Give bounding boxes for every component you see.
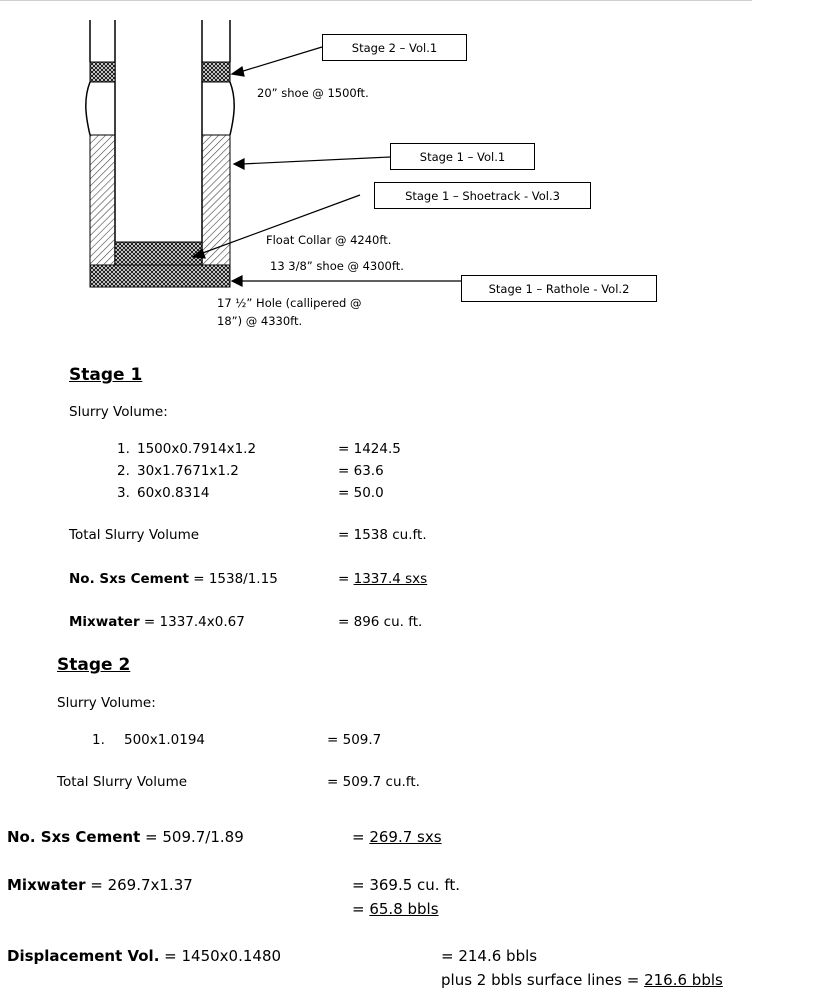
stage1-mix-expr: = 1337.4x0.67 [139,614,245,630]
stage2-mix-value2-eq: = [352,900,370,918]
outer-casing-left [86,20,90,135]
stage1-sxs-result [338,571,427,587]
arrowhead-stage1-vol1 [234,159,244,169]
stage2-slurry-label: Slurry Volume: [57,695,156,711]
annotation-1338-shoe: 13 3/8” shoe @ 4300ft. [270,259,404,273]
stage2-mix-value2-line [352,900,439,918]
stage2-item-expr: 500x1.0194 [124,732,205,748]
label-stage1-vol1: Stage 1 – Vol.1 [390,143,535,170]
stage1-mix-line [69,614,245,630]
annotation-20-shoe: 20” shoe @ 1500ft. [257,86,369,100]
stage2-mix-value2: 65.8 bbls [369,900,439,918]
stage2-mix-value1: = 369.5 cu. ft. [352,876,461,894]
stage1-heading: Stage 1 [69,365,143,385]
stage2-disp-total: 216.6 bbls [644,971,723,989]
stage2-sxs-result [352,828,442,846]
stage1-item-num: 3. [117,485,130,501]
arrowhead-stage2 [232,67,244,76]
stage2-total-label: Total Slurry Volume [57,774,188,790]
stage1-mix-value: = 896 cu. ft. [338,614,423,630]
arrow-stage2 [240,47,322,72]
stage2-sxs-eq: = [352,828,370,846]
stage2-total-value: = 509.7 cu.ft. [327,774,420,790]
stage2-disp-value: = 214.6 bbls [441,947,538,965]
arrowhead-rathole [232,276,242,286]
stage1-mix-label: Mixwater [69,614,140,630]
stage1-sxs-value: 1337.4 sxs [353,571,428,587]
stage2-disp-label: Displacement Vol. [7,947,160,965]
stage1-annulus-right [202,135,230,265]
stage2-mix-label: Mixwater [7,876,86,894]
stage1-item-expr: 30x1.7671x1.2 [137,463,239,479]
stage2-disp-expr: = 1450x0.1480 [159,947,282,965]
label-stage1-rathole: Stage 1 – Rathole - Vol.2 [461,275,657,302]
stage2-sxs-value: 269.7 sxs [369,828,442,846]
stage2-cement-right [202,62,230,82]
stage1-slurry-label: Slurry Volume: [69,404,168,420]
arrow-stage1-vol1 [242,157,390,164]
stage2-item-result: = 509.7 [327,732,382,748]
stage1-item-result: = 63.6 [338,463,384,479]
stage1-item-result: = 50.0 [338,485,384,501]
stage1-sxs-label: No. Sxs Cement [69,571,189,587]
stage2-sxs-line [7,828,244,846]
annotation-hole-line2: 18”) @ 4330ft. [217,314,303,328]
stage2-disp-plus: plus 2 bbls surface lines = [441,971,645,989]
stage1-sxs-expr: = 1538/1.15 [188,571,278,587]
stage2-sxs-label: No. Sxs Cement [7,828,141,846]
stage2-disp-plus-line [441,971,723,989]
annotation-float-collar: Float Collar @ 4240ft. [266,233,392,247]
rathole-cement [90,265,230,287]
label-stage1-shoetrack: Stage 1 – Shoetrack - Vol.3 [374,182,591,209]
stage2-sxs-expr: = 509.7/1.89 [140,828,244,846]
outer-casing-right [230,20,234,135]
stage1-item-expr: 60x0.8314 [137,485,210,501]
stage2-disp-line [7,947,281,965]
stage1-total-label: Total Slurry Volume [69,527,200,543]
stage2-item-num: 1. [92,732,105,748]
stage1-annulus-left [90,135,115,265]
label-stage2-vol1: Stage 2 – Vol.1 [322,34,467,61]
stage1-item-result: = 1424.5 [338,441,401,457]
stage2-mix-expr: = 269.7x1.37 [85,876,193,894]
annotation-hole-line1: 17 ½” Hole (callipered @ [217,296,362,310]
stage1-item-num: 1. [117,441,130,457]
stage1-sxs-line [69,571,278,587]
stage1-sxs-eq: = [338,571,354,587]
stage1-item-num: 2. [117,463,130,479]
shoetrack-cement [115,242,202,265]
stage2-cement-left [90,62,115,82]
stage2-mix-line [7,876,193,894]
stage1-total-value: = 1538 cu.ft. [338,527,427,543]
stage1-item-expr: 1500x0.7914x1.2 [137,441,257,457]
stage2-heading: Stage 2 [57,655,131,675]
